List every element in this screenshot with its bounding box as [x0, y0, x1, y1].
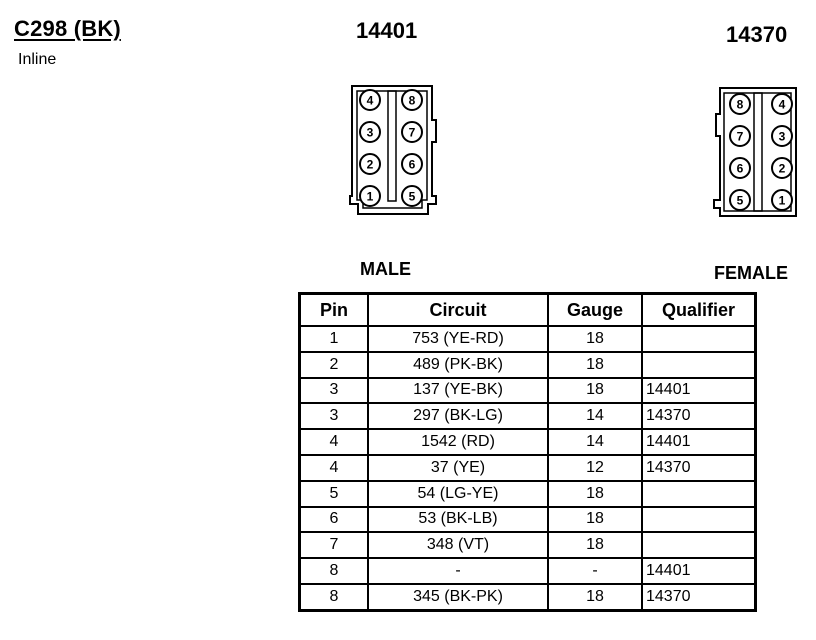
- gauge-cell: 18: [548, 507, 642, 533]
- female-label: FEMALE: [714, 263, 788, 283]
- pin-cell: 4: [300, 455, 369, 481]
- table-row: [300, 507, 756, 533]
- gauge-cell: 18: [548, 481, 642, 507]
- female-part-number: 14370: [726, 22, 788, 47]
- female-left-pin-column: [730, 94, 750, 210]
- qualifier-cell: 14401: [642, 558, 756, 584]
- qualifier-cell: [642, 481, 756, 507]
- circuit-cell: -: [368, 558, 548, 584]
- table-row: [300, 429, 756, 455]
- gauge-cell: 18: [548, 326, 642, 352]
- connector-title: C298 (BK): [14, 16, 121, 41]
- pin-number: 8: [736, 97, 744, 112]
- pin-number: 6: [408, 157, 416, 172]
- connector-pin: [730, 94, 750, 114]
- pin-cell: 1: [300, 326, 369, 352]
- table-row: [300, 532, 756, 558]
- header-gauge: Gauge: [548, 294, 642, 327]
- pin-number: 2: [778, 161, 786, 176]
- connector-pin: [402, 122, 422, 142]
- pin-number: 7: [736, 129, 744, 144]
- pin-number: 4: [366, 93, 374, 108]
- table-row: [300, 455, 756, 481]
- connector-pin: [402, 90, 422, 110]
- circuit-cell: 137 (YE-BK): [368, 378, 548, 404]
- gauge-cell: 12: [548, 455, 642, 481]
- circuit-cell: 1542 (RD): [368, 429, 548, 455]
- connector-pin: [730, 126, 750, 146]
- pin-number: 3: [778, 129, 786, 144]
- gauge-cell: 18: [548, 352, 642, 378]
- table-row: [300, 481, 756, 507]
- connector-pin: [360, 186, 380, 206]
- qualifier-cell: [642, 352, 756, 378]
- male-connector-diagram: [348, 82, 440, 218]
- female-connector-diagram: [712, 84, 804, 220]
- qualifier-cell: [642, 532, 756, 558]
- circuit-cell: 345 (BK-PK): [368, 584, 548, 610]
- qualifier-cell: [642, 507, 756, 533]
- pin-cell: 6: [300, 507, 369, 533]
- pin-number: 3: [366, 125, 374, 140]
- male-right-pin-column: [402, 90, 422, 206]
- pin-number: 1: [366, 189, 374, 204]
- pin-number: 2: [366, 157, 374, 172]
- circuit-cell: 37 (YE): [368, 455, 548, 481]
- qualifier-cell: 14370: [642, 403, 756, 429]
- table-row: [300, 403, 756, 429]
- connector-pin: [402, 186, 422, 206]
- gauge-cell: 18: [548, 378, 642, 404]
- connector-pin: [360, 122, 380, 142]
- qualifier-cell: 14401: [642, 378, 756, 404]
- connector-pin: [360, 90, 380, 110]
- qualifier-cell: 14370: [642, 584, 756, 610]
- circuit-cell: 753 (YE-RD): [368, 326, 548, 352]
- male-label: MALE: [360, 259, 411, 279]
- table-row: [300, 378, 756, 404]
- table-header-row: [300, 294, 756, 327]
- connector-pin: [730, 190, 750, 210]
- table-row: [300, 558, 756, 584]
- connector-pin: [772, 94, 792, 114]
- pin-cell: 8: [300, 584, 369, 610]
- pin-cell: 5: [300, 481, 369, 507]
- pin-number: 6: [736, 161, 744, 176]
- pin-number: 5: [736, 193, 744, 208]
- pin-cell: 3: [300, 403, 369, 429]
- gauge-cell: -: [548, 558, 642, 584]
- table-row: [300, 352, 756, 378]
- qualifier-cell: 14401: [642, 429, 756, 455]
- circuit-cell: 53 (BK-LB): [368, 507, 548, 533]
- pin-number: 4: [778, 97, 786, 112]
- pin-cell: 8: [300, 558, 369, 584]
- pinout-table: [298, 292, 757, 612]
- table-row: [300, 326, 756, 352]
- header-pin: Pin: [300, 294, 369, 327]
- connector-pin: [730, 158, 750, 178]
- pin-number: 1: [778, 193, 786, 208]
- circuit-cell: 348 (VT): [368, 532, 548, 558]
- female-right-pin-column: [772, 94, 792, 210]
- pin-cell: 2: [300, 352, 369, 378]
- pin-number: 7: [408, 125, 416, 140]
- connector-subtitle: Inline: [18, 51, 57, 68]
- connector-pin: [772, 190, 792, 210]
- gauge-cell: 18: [548, 532, 642, 558]
- connector-pin: [360, 154, 380, 174]
- connector-pin: [402, 154, 422, 174]
- table-row: [300, 584, 756, 610]
- pin-number: 5: [408, 189, 416, 204]
- connector-pin: [772, 126, 792, 146]
- male-part-number: 14401: [356, 18, 418, 43]
- gauge-cell: 14: [548, 429, 642, 455]
- gauge-cell: 14: [548, 403, 642, 429]
- circuit-cell: 297 (BK-LG): [368, 403, 548, 429]
- gauge-cell: 18: [548, 584, 642, 610]
- connector-pin: [772, 158, 792, 178]
- header-qualifier: Qualifier: [642, 294, 756, 327]
- pin-cell: 3: [300, 378, 369, 404]
- qualifier-cell: 14370: [642, 455, 756, 481]
- pin-cell: 4: [300, 429, 369, 455]
- qualifier-cell: [642, 326, 756, 352]
- male-left-pin-column: [360, 90, 380, 206]
- header-circuit: Circuit: [368, 294, 548, 327]
- pin-number: 8: [408, 93, 416, 108]
- circuit-cell: 489 (PK-BK): [368, 352, 548, 378]
- pin-cell: 7: [300, 532, 369, 558]
- circuit-cell: 54 (LG-YE): [368, 481, 548, 507]
